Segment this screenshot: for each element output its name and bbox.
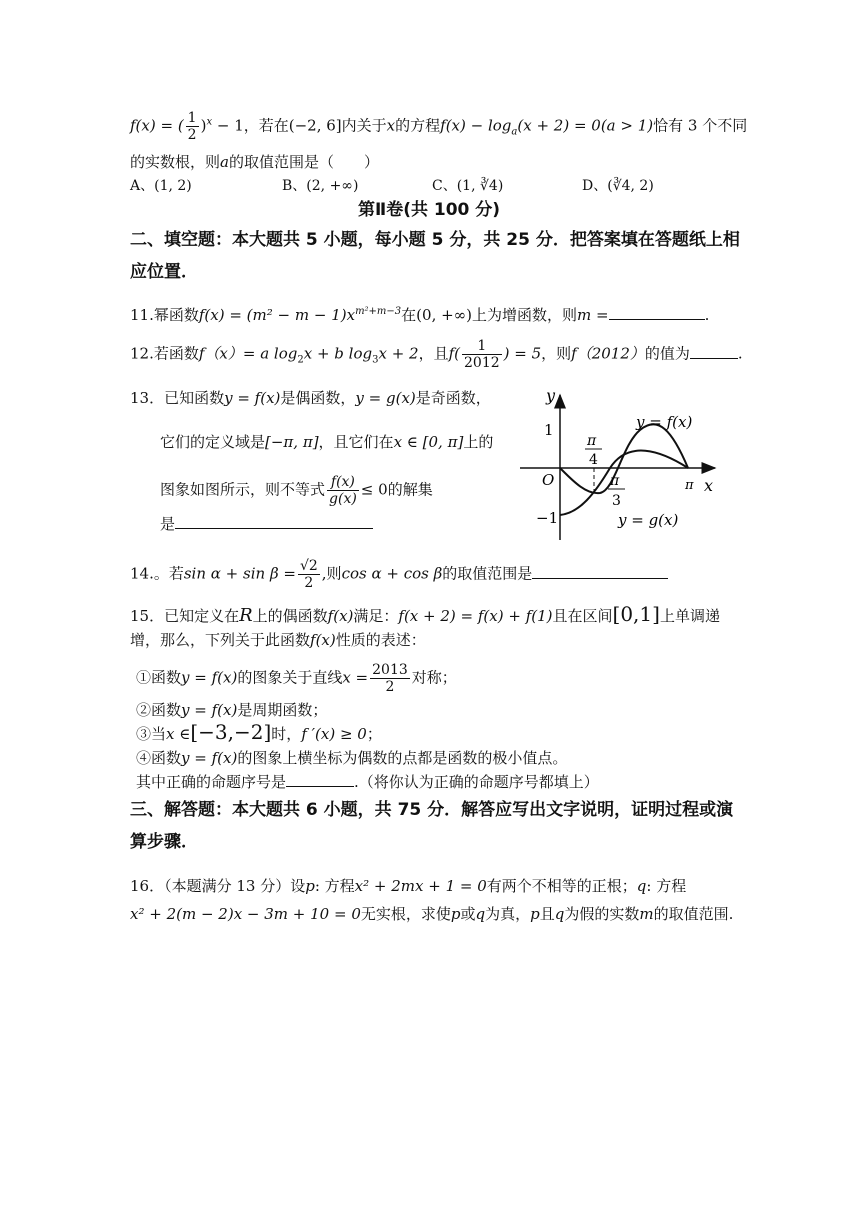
q13-line4: 是 — [160, 514, 373, 534]
g-curve-label: y = g(x) — [618, 511, 679, 529]
tick-one-label: 1 — [544, 421, 554, 439]
q13-fraction: $\frac{f(x)}{g(x)}$ — [329, 474, 357, 507]
q15-item3: ③当x ∈[−3,−2]时，f ′(x) ≥ 0； — [136, 720, 382, 744]
q11: 11.幂函数$f(x) = (m^2 - m - 1)x^{m^2+m-3}$在(0, +∞)上为增函数，则m = . — [130, 306, 710, 324]
q15-answer-blank[interactable] — [286, 772, 354, 787]
section3-heading-line2: 算步骤． — [130, 832, 198, 852]
pi-over-3-den: 3 — [612, 493, 621, 509]
pi-end-label: π — [685, 478, 694, 493]
q12: 12.若函数f（x）= a $\log_2x + b$ $\log_3x + 2$，且f( $\frac{1}{2012}$ ) = 5，则f（2012）的值为 . — [130, 338, 743, 371]
q14: 14.。若sin α + sin β = $\frac{√2}{2}$ ,则cos α + cos β的取值范围是 — [130, 558, 668, 591]
q15-item4: ④函数y = f(x)的图象上横坐标为偶数的点都是函数的极小值点。 — [136, 749, 568, 767]
q10-interval: (−2, 6] — [288, 116, 342, 135]
q12-answer-blank[interactable] — [690, 344, 738, 359]
option-d[interactable]: D、(∛4, 2) — [582, 178, 654, 194]
q15-line2: 增，那么，下列关于此函数f(x)性质的表述： — [130, 631, 426, 649]
pi-over-4-num: π — [587, 433, 597, 449]
q15-item1: ①函数y = f(x)的图象关于直线x = $\frac{2013}{2}$ 对称； — [136, 662, 457, 695]
q11-formula: f(x) = (m² − m − 1)x — [198, 306, 356, 324]
q10-line2: 的实数根，则a的取值范围是（ ） — [130, 153, 379, 171]
q11-answer-blank[interactable] — [609, 305, 705, 320]
q13-line3: 图象如图所示，则不等式 $\frac{f(x)}{g(x)}$ ≤ 0的解集 — [160, 474, 433, 507]
section3-heading-line1: 三、解答题：本大题共 6 小题，共 75 分．解答应写出文字说明，证明过程或演 — [130, 800, 734, 820]
q16-line1: 16．（本题满分 13 分）设p: 方程x² + 2mx + 1 = 0有两个不相等的正根；q: 方程 — [130, 877, 687, 895]
section2-heading-line1: 二、填空题：本大题共 5 小题，每小题 5 分，共 25 分．把答案填在答题纸上相 — [130, 230, 740, 250]
section2-heading-line2: 应位置． — [130, 262, 198, 282]
q13-answer-blank[interactable] — [175, 514, 373, 529]
function-graph — [510, 385, 730, 545]
q10-line1: f(x) = ( $\frac{1}{2}$ )$^x$ − 1，若在(−2, 6]内关于x的方程$f(x) - \log_a(x + 2) = 0(a > 1)$恰有 3 个不同 — [130, 110, 748, 143]
q14-fraction: $\frac{√2}{2}$ — [299, 558, 318, 591]
q12-fraction: $\frac{1}{2012}$ — [464, 338, 500, 371]
q10-half-fraction: $\frac{1}{2}$ — [187, 110, 197, 143]
f-curve-label: y = f(x) — [636, 413, 693, 431]
part2-title: 第Ⅱ卷(共 100 分) — [358, 200, 501, 220]
option-b[interactable]: B、(2, +∞) — [282, 178, 359, 194]
tick-neg-one-label: −1 — [536, 509, 559, 527]
pi-over-3-num: π — [610, 473, 620, 489]
q10-func-def: f(x) = ( — [130, 116, 184, 135]
q14-answer-blank[interactable] — [532, 564, 668, 579]
f-curve — [560, 424, 688, 493]
q10-equation: f(x) − log — [440, 116, 512, 135]
q15-line1: 15．已知定义在R上的偶函数f(x)满足：f(x + 2) = f(x) + f(1)且在区间[0,1]上单调递 — [130, 602, 720, 626]
q16-line2: x² + 2(m − 2)x − 3m + 10 = 0无实根，求使p或q为真，p且q为假的实数m的取值范围. — [130, 905, 734, 923]
x-axis-label: x — [704, 476, 714, 495]
q15-item2: ②函数y = f(x)是周期函数； — [136, 701, 328, 719]
origin-label: O — [542, 471, 555, 489]
q15-fraction: $\frac{2013}{2}$ — [372, 662, 408, 695]
q13-line1: 13．已知函数y = f(x)是偶函数，y = g(x)是奇函数， — [130, 389, 491, 407]
g-curve — [560, 451, 688, 515]
q15-ask: 其中正确的命题序号是 .（将你认为正确的命题序号都填上） — [136, 773, 599, 791]
option-c[interactable]: C、(1, ∛4) — [432, 178, 504, 194]
option-a[interactable]: A、(1, 2) — [130, 178, 192, 194]
y-axis-label: y — [546, 386, 556, 405]
q13-line2: 它们的定义域是[−π, π]，且它们在x ∈ [0, π]上的 — [160, 433, 494, 451]
pi-over-4-den: 4 — [589, 452, 598, 468]
